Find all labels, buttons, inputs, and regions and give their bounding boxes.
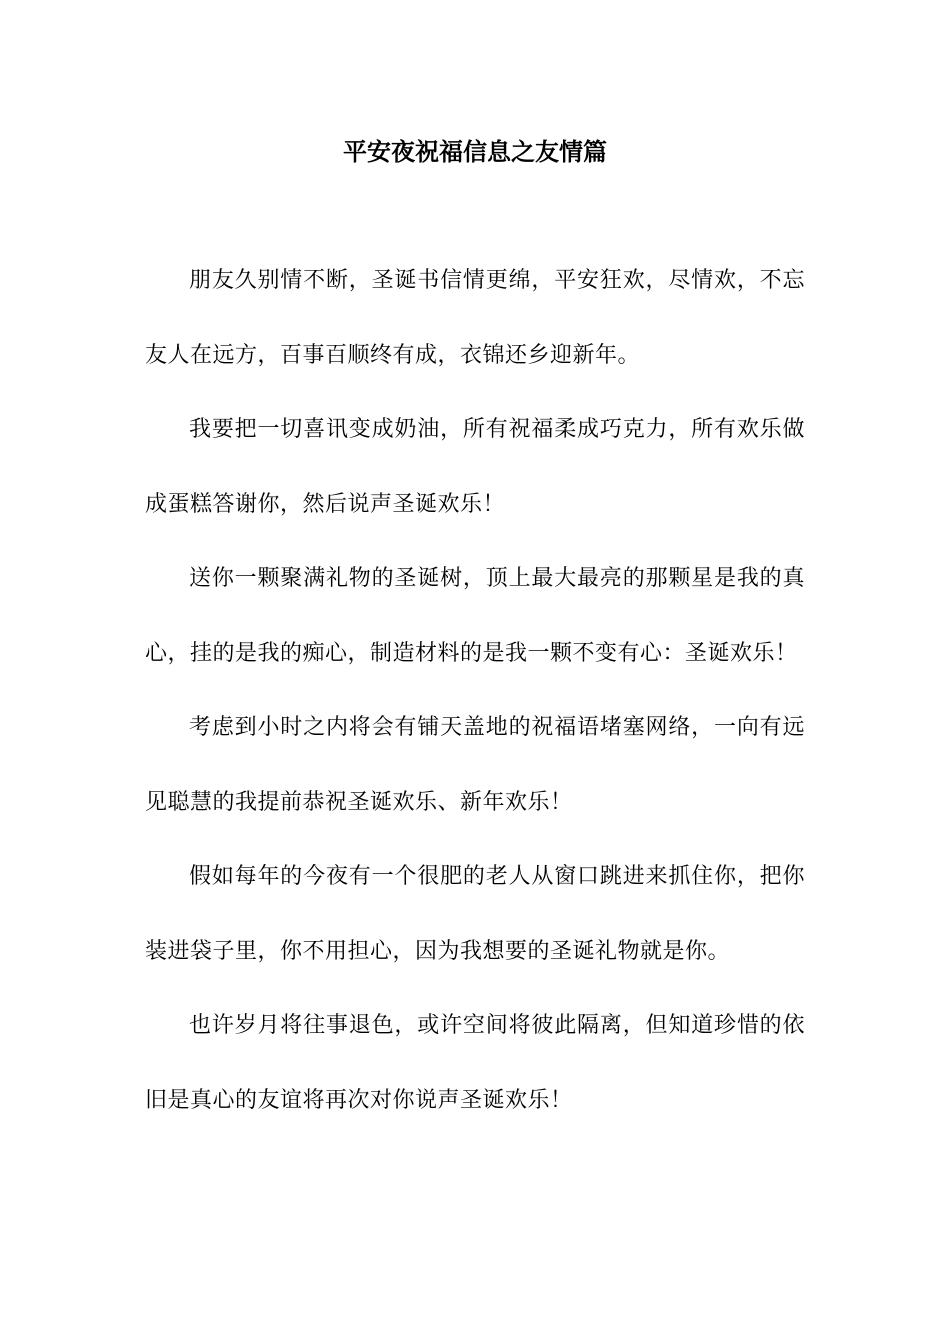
paragraph-1: 朋友久别情不断，圣诞书信情更绵，平安狂欢，尽情欢，不忘友人在远方，百事百顺终有成，衣锦还乡迎新年。 — [145, 268, 805, 368]
document-title: 平安夜祝福信息之友情篇 — [343, 137, 607, 166]
paragraph-5: 假如每年的今夜有一个很肥的老人从窗口跳进来抓住你，把你装进袋子里，你不用担心，因为我想要的圣诞礼物就是你。 — [145, 864, 805, 964]
paragraph-6: 也许岁月将往事退色，或许空间将彼此隔离，但知道珍惜的依旧是真心的友谊将再次对你说声圣诞欢乐！ — [145, 1013, 805, 1113]
paragraph-2: 我要把一切喜讯变成奶油，所有祝福柔成巧克力，所有欢乐做成蛋糕答谢你，然后说声圣诞欢乐！ — [145, 417, 805, 517]
document-body — [145, 244, 805, 1138]
paragraph-3: 送你一颗聚满礼物的圣诞树，顶上最大最亮的那颗星是我的真心，挂的是我的痴心，制造材料的是我一颗不变有心：圣诞欢乐！ — [145, 566, 805, 666]
paragraph-4: 考虑到小时之内将会有铺天盖地的祝福语堵塞网络，一向有远见聪慧的我提前恭祝圣诞欢乐、新年欢乐！ — [145, 715, 805, 815]
